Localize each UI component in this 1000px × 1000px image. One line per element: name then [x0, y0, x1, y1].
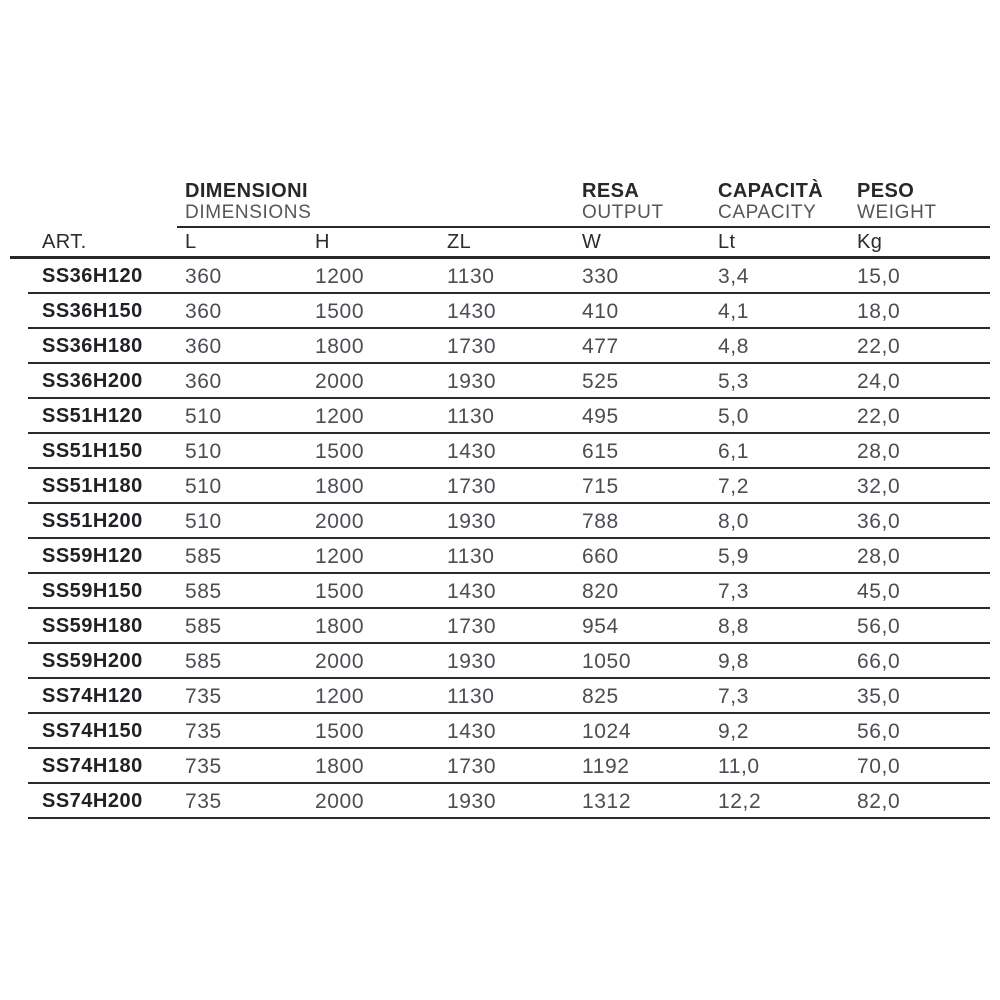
table-row: [10, 329, 990, 364]
cell-zl: 1730: [447, 754, 497, 778]
cell-kg: 18,0: [857, 299, 901, 323]
cell-kg: 56,0: [857, 719, 901, 743]
cell-lt: 8,0: [718, 509, 749, 533]
cell-w: 615: [582, 439, 619, 463]
cell-h: 1200: [315, 544, 365, 568]
cell-zl: 1930: [447, 369, 497, 393]
cell-h: 1200: [315, 404, 365, 428]
cell-zl: 1930: [447, 509, 497, 533]
group-header-weight: [857, 177, 990, 228]
group-header-dimensions: [185, 177, 582, 228]
cell-kg: 28,0: [857, 544, 901, 568]
column-header-lt: Lt: [718, 230, 736, 253]
cell-kg: 35,0: [857, 684, 901, 708]
cell-zl: 1130: [447, 404, 495, 428]
spec-table: [10, 177, 990, 819]
cell-lt: 9,8: [718, 649, 749, 673]
cell-zl: 1130: [447, 684, 495, 708]
table-row: [10, 504, 990, 539]
cell-w: 330: [582, 264, 619, 288]
article-code: SS36H120: [42, 265, 143, 287]
cell-h: 1500: [315, 719, 365, 743]
cell-h: 2000: [315, 369, 365, 393]
cell-lt: 9,2: [718, 719, 749, 743]
table-row: [10, 294, 990, 329]
cell-lt: 5,9: [718, 544, 749, 568]
group-header-underline: [177, 226, 990, 228]
column-header-w: W: [582, 230, 602, 253]
table-row: [10, 784, 990, 819]
cell-zl: 1730: [447, 334, 497, 358]
cell-zl: 1430: [447, 719, 497, 743]
column-header-kg: Kg: [857, 230, 883, 253]
article-code: SS51H180: [42, 475, 143, 497]
article-code: SS59H200: [42, 650, 143, 672]
cell-l: 360: [185, 334, 222, 358]
column-header-zl: ZL: [447, 230, 472, 253]
table-row: [10, 574, 990, 609]
table-column-header-row: [10, 228, 990, 259]
cell-l: 510: [185, 404, 222, 428]
cell-h: 2000: [315, 649, 365, 673]
cell-l: 735: [185, 754, 222, 778]
cell-kg: 66,0: [857, 649, 901, 673]
cell-h: 1500: [315, 439, 365, 463]
article-code: SS51H120: [42, 405, 143, 427]
cell-kg: 70,0: [857, 754, 901, 778]
cell-w: 715: [582, 474, 619, 498]
table-row: [10, 399, 990, 434]
cell-lt: 7,3: [718, 684, 749, 708]
table-row: [10, 364, 990, 399]
group-subtitle-capacity: CAPACITY: [718, 202, 817, 224]
article-code: SS59H150: [42, 580, 143, 602]
table-row: [10, 679, 990, 714]
cell-w: 477: [582, 334, 619, 358]
article-code: SS36H200: [42, 370, 143, 392]
table-row: [10, 609, 990, 644]
cell-h: 1800: [315, 754, 365, 778]
cell-kg: 24,0: [857, 369, 901, 393]
cell-h: 1800: [315, 614, 365, 638]
cell-w: 1024: [582, 719, 632, 743]
cell-kg: 28,0: [857, 439, 901, 463]
cell-lt: 5,3: [718, 369, 749, 393]
cell-lt: 6,1: [718, 439, 749, 463]
cell-lt: 12,2: [718, 789, 762, 813]
table-row: [10, 434, 990, 469]
cell-w: 410: [582, 299, 619, 323]
group-title-dimensions: DIMENSIONI: [185, 180, 308, 203]
cell-zl: 1430: [447, 439, 497, 463]
cell-h: 1800: [315, 474, 365, 498]
article-code: SS36H150: [42, 300, 143, 322]
group-subtitle-dimensions: DIMENSIONS: [185, 202, 312, 224]
cell-l: 735: [185, 789, 222, 813]
cell-lt: 4,8: [718, 334, 749, 358]
cell-zl: 1130: [447, 264, 495, 288]
article-code: SS74H150: [42, 720, 143, 742]
cell-w: 1312: [582, 789, 632, 813]
cell-kg: 56,0: [857, 614, 901, 638]
cell-w: 1050: [582, 649, 632, 673]
cell-kg: 15,0: [857, 264, 901, 288]
cell-lt: 7,2: [718, 474, 749, 498]
cell-l: 585: [185, 544, 222, 568]
column-header-h: H: [315, 230, 330, 253]
cell-lt: 11,0: [718, 754, 760, 778]
article-code: SS59H120: [42, 545, 143, 567]
article-code: SS51H150: [42, 440, 143, 462]
group-title-output: RESA: [582, 180, 640, 203]
cell-l: 585: [185, 649, 222, 673]
cell-w: 820: [582, 579, 619, 603]
cell-kg: 22,0: [857, 334, 901, 358]
group-subtitle-weight: WEIGHT: [857, 202, 937, 224]
table-body: [10, 259, 990, 819]
cell-h: 1200: [315, 684, 365, 708]
cell-kg: 45,0: [857, 579, 901, 603]
cell-l: 510: [185, 509, 222, 533]
cell-l: 585: [185, 579, 222, 603]
cell-zl: 1730: [447, 474, 497, 498]
table-row: [10, 749, 990, 784]
cell-h: 2000: [315, 789, 365, 813]
cell-kg: 36,0: [857, 509, 901, 533]
table-group-header: [10, 177, 990, 228]
column-header-art: ART.: [42, 230, 87, 253]
cell-kg: 22,0: [857, 404, 901, 428]
cell-lt: 7,3: [718, 579, 749, 603]
cell-w: 525: [582, 369, 619, 393]
cell-w: 660: [582, 544, 619, 568]
cell-lt: 3,4: [718, 264, 749, 288]
cell-h: 2000: [315, 509, 365, 533]
cell-zl: 1130: [447, 544, 495, 568]
article-code: SS59H180: [42, 615, 143, 637]
cell-l: 360: [185, 264, 222, 288]
cell-h: 1500: [315, 579, 365, 603]
article-code: SS74H120: [42, 685, 143, 707]
cell-l: 735: [185, 684, 222, 708]
table-row: [10, 714, 990, 749]
table-row: [10, 469, 990, 504]
cell-w: 825: [582, 684, 619, 708]
cell-l: 510: [185, 439, 222, 463]
cell-zl: 1430: [447, 299, 497, 323]
cell-zl: 1930: [447, 649, 497, 673]
article-code: SS51H200: [42, 510, 143, 532]
cell-w: 954: [582, 614, 619, 638]
article-code: SS74H200: [42, 790, 143, 812]
cell-h: 1200: [315, 264, 365, 288]
table-row: [10, 259, 990, 294]
group-title-weight: PESO: [857, 180, 915, 203]
cell-w: 495: [582, 404, 619, 428]
group-header-output: [582, 177, 718, 228]
cell-lt: 8,8: [718, 614, 749, 638]
cell-l: 360: [185, 369, 222, 393]
column-header-l: L: [185, 230, 197, 253]
table-row: [10, 539, 990, 574]
cell-kg: 32,0: [857, 474, 901, 498]
group-subtitle-output: OUTPUT: [582, 202, 664, 224]
cell-l: 735: [185, 719, 222, 743]
cell-l: 585: [185, 614, 222, 638]
cell-w: 788: [582, 509, 619, 533]
cell-zl: 1430: [447, 579, 497, 603]
cell-h: 1500: [315, 299, 365, 323]
cell-h: 1800: [315, 334, 365, 358]
article-code: SS74H180: [42, 755, 143, 777]
article-code: SS36H180: [42, 335, 143, 357]
cell-zl: 1730: [447, 614, 497, 638]
cell-l: 510: [185, 474, 222, 498]
cell-lt: 4,1: [718, 299, 749, 323]
cell-l: 360: [185, 299, 222, 323]
group-header-capacity: [718, 177, 857, 228]
cell-zl: 1930: [447, 789, 497, 813]
group-title-capacity: CAPACITÀ: [718, 180, 824, 203]
cell-w: 1192: [582, 754, 630, 778]
cell-lt: 5,0: [718, 404, 749, 428]
table-row: [10, 644, 990, 679]
cell-kg: 82,0: [857, 789, 901, 813]
